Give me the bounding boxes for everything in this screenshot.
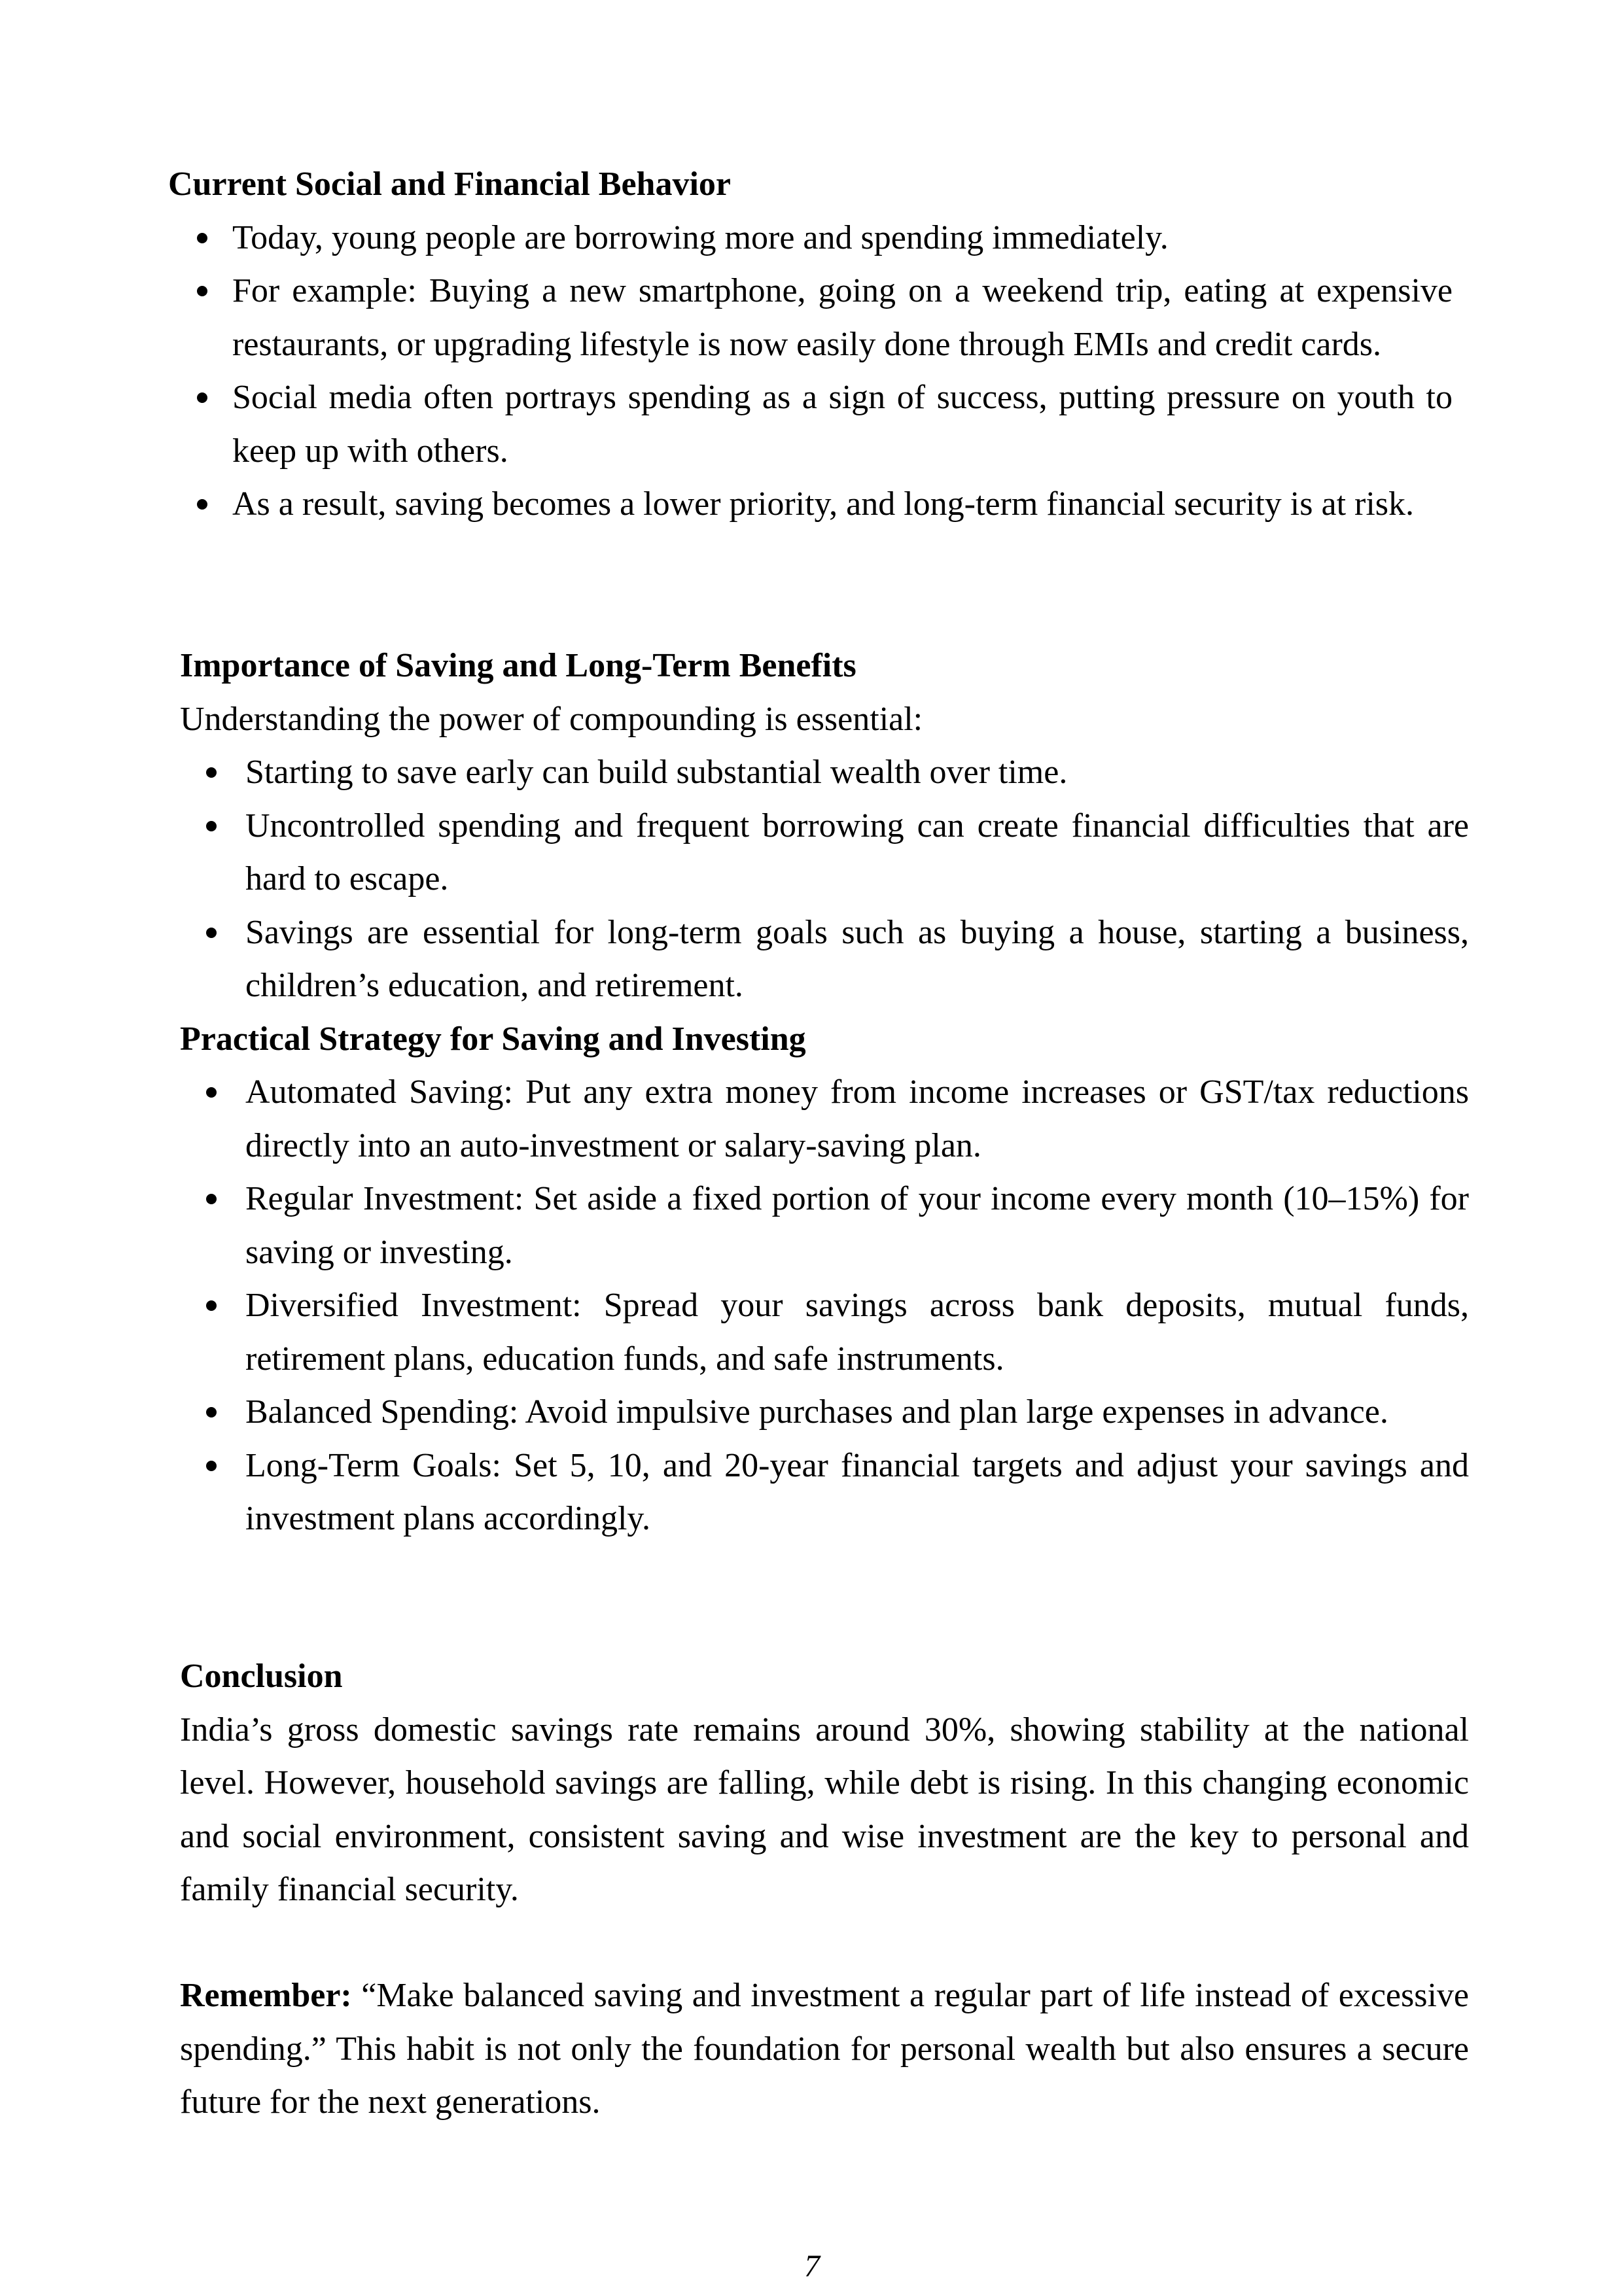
section-conclusion (180, 1650, 1469, 1917)
section-heading: Practical Strategy for Saving and Investing (180, 1020, 806, 1058)
bullet-icon (206, 1194, 217, 1204)
list-item: Social media often portrays spending as a sign of success, putting pressure on youth to keep up with others. (168, 371, 1453, 478)
bullet-icon (206, 821, 217, 831)
bullet-list (180, 746, 1469, 1013)
bullet-icon (206, 1087, 217, 1098)
list-item: Uncontrolled spending and frequent borrowing can create financial difficulties that are hard to escape. (180, 799, 1469, 906)
list-item: Automated Saving: Put any extra money from income increases or GST/tax reductions directly into an auto-investment or salary-saving plan. (180, 1066, 1469, 1172)
bullet-icon (206, 767, 217, 778)
section-current-behavior (168, 158, 1453, 531)
list-item: For example: Buying a new smartphone, going on a weekend trip, eating at expensive restaurants, or upgrading lifestyle is now easily done through EMIs and credit cards. (168, 264, 1453, 371)
conclusion-paragraph: India’s gross domestic savings rate remains around 30%, showing stability at the national level. However, household savings are falling, while debt is rising. In this changing economic and social environment, consistent saving and wise investment are the key to personal and family financial security. (180, 1711, 1469, 1908)
section-heading: Importance of Saving and Long-Term Benefits (180, 647, 856, 684)
bullet-icon (206, 1407, 217, 1418)
remember-paragraph (180, 1969, 1469, 2129)
bullet-icon (206, 1300, 217, 1311)
section-heading: Conclusion (180, 1658, 343, 1695)
page-number: 7 (804, 2249, 820, 2284)
bullet-icon (206, 928, 217, 938)
list-item: Today, young people are borrowing more and spending immediately. (168, 211, 1453, 265)
bullet-icon (197, 286, 207, 296)
list-item: As a result, saving becomes a lower priority, and long-term financial security is at risk. (168, 478, 1453, 531)
section-intro: Understanding the power of compounding is essential: (180, 700, 923, 738)
remember-label: Remember: (180, 1977, 352, 2014)
remember-text: “Make balanced saving and investment a regular part of life instead of excessive spending.” This habit is not only the foundation for personal wealth but also ensures a secure future for the next generations. (180, 1977, 1469, 2121)
bullet-list (180, 1066, 1469, 1546)
list-item: Balanced Spending: Avoid impulsive purchases and plan large expenses in advance. (180, 1385, 1469, 1439)
list-item: Long-Term Goals: Set 5, 10, and 20-year financial targets and adjust your savings and investment plans accordingly. (180, 1439, 1469, 1546)
bullet-list (168, 211, 1453, 531)
list-item: Starting to save early can build substantial wealth over time. (180, 746, 1469, 799)
remember-note (180, 1969, 1469, 2129)
bullet-icon (197, 392, 207, 403)
section-heading: Current Social and Financial Behavior (168, 165, 731, 203)
list-item: Regular Investment: Set aside a fixed portion of your income every month (10–15%) for saving or investing. (180, 1172, 1469, 1279)
bullet-icon (197, 233, 207, 243)
bullet-icon (197, 499, 207, 510)
list-item: Diversified Investment: Spread your savings across bank deposits, mutual funds, retirement plans, education funds, and safe instruments. (180, 1279, 1469, 1385)
section-saving-importance-and-strategy (180, 639, 1469, 1546)
list-item: Savings are essential for long-term goals such as buying a house, starting a business, children’s education, and retirement. (180, 906, 1469, 1013)
bullet-icon (206, 1461, 217, 1471)
